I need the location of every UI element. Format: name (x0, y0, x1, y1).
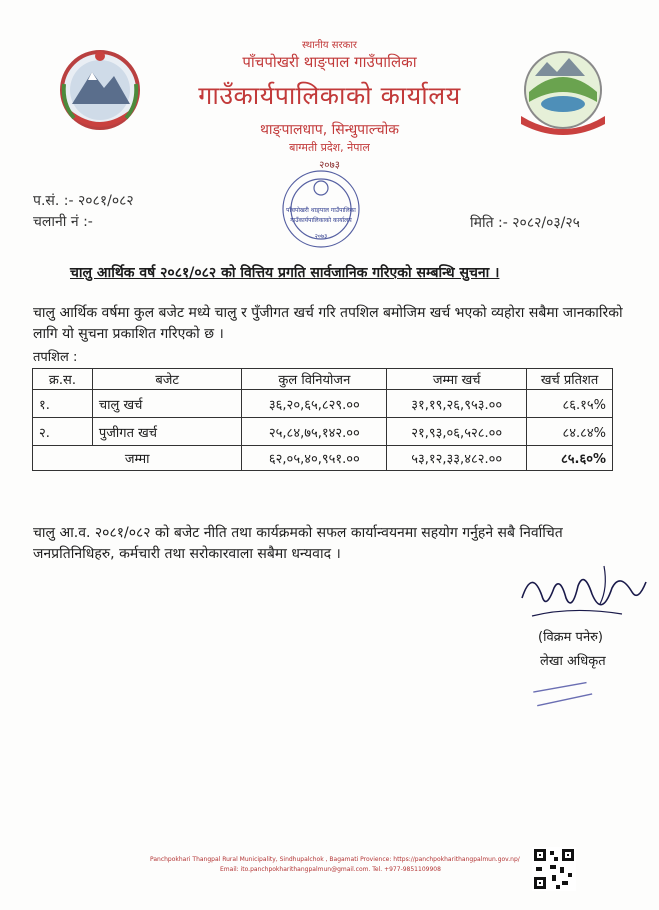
col-header-sn: क्र.स. (33, 369, 93, 390)
document-date: मिति :- २०८२/०३/२५ (470, 215, 580, 231)
thanks-paragraph: चालु आ.व. २०८१/०८२ को बजेट नीति तथा कार्यक्रमको सफल कार्यान्वयनमा सहयोग गर्नुहने सबै निर्वाचित जनप्रतिनिधिहरु, कर्मचारी तथा सरोकारवाला सबैमा धन्यवाद । (33, 525, 563, 562)
header-office-title: गाउँकार्यपालिकाको कार्यालय (198, 81, 461, 110)
table-row (33, 390, 613, 418)
details-label: तपशिल : (33, 350, 78, 365)
header-province: बाग्मती प्रदेश, नेपाल (289, 141, 370, 154)
table-total-row (33, 446, 613, 471)
qr-code (532, 847, 576, 891)
cell-total-allocation: ६२,०५,४०,९५१.०० (242, 446, 387, 471)
svg-text:गाउँकार्यपालिकाको कार्यालय: गाउँकार्यपालिकाको कार्यालय (290, 217, 352, 224)
cell-total-label: जम्मा (33, 446, 242, 471)
col-header-expense: जम्मा खर्च (387, 369, 527, 390)
col-header-percent: खर्च प्रतिशत (527, 369, 613, 390)
cell-expense: ३१,१९,२६,९५३.०० (387, 390, 527, 418)
cell-total-expense: ५३,१२,३३,४८२.०० (387, 446, 527, 471)
footer-address: Panchpokhari Thangpal Rural Municipality, Sindhupalchok , Bagamati Provience: https://panchpokharithangpalmun.gov.np/ (150, 856, 520, 863)
signer-title: लेखा अधिकृत (540, 654, 606, 669)
col-header-allocation: कुल विनियोजन (242, 369, 387, 390)
table-row (33, 418, 613, 446)
header-local-government: स्थानीय सरकार (302, 40, 357, 51)
notice-subject: चालु आर्थिक वर्ष २०८१/०८२ को वित्तिय प्रगति सार्वजानिक गरिएको सम्बन्धि सुचना । (70, 265, 500, 281)
header-municipality-name: पाँचपोखरी थाङ्पाल गाउँपालिका (242, 53, 417, 71)
header-address: थाङ्पालधाप, सिन्धुपाल्चोक (259, 122, 400, 138)
svg-text:२०७३: २०७३ (314, 233, 328, 240)
svg-text:पाँचपोखरी थाङ्पाल गाउँपालिका: पाँचपोखरी थाङ्पाल गाउँपालिका (286, 207, 356, 214)
cell-sn: १. (33, 390, 93, 418)
cell-allocation: ३६,२०,६५,८२९.०० (242, 390, 387, 418)
signature (512, 558, 652, 628)
dispatch-number: चलानी नं :- (33, 214, 93, 230)
cell-percent: ८६.१५% (527, 390, 613, 418)
office-seal (274, 166, 368, 252)
table-header-row (33, 369, 613, 390)
signer-name: (विक्रम पनेरु) (538, 630, 604, 645)
cell-budget: चालु खर्च (92, 390, 242, 418)
header-year: २०७३ (319, 160, 340, 171)
cell-total-percent: ८५.६०% (527, 446, 613, 471)
col-header-budget: बजेट (92, 369, 242, 390)
cell-expense: २१,९३,०६,५२८.०० (387, 418, 527, 446)
cell-percent: ८४.८४% (527, 418, 613, 446)
footer-contact: Email: ito.panchpokharithangpalmun@gmail.com. Tel. +977-9851109908 (220, 866, 441, 873)
name-stamp (528, 678, 598, 712)
notice-body: चालु आर्थिक वर्षमा कुल बजेट मध्ये चालु र पुँजीगत खर्च गरि तपशिल बमोजिम खर्च भएको व्यहोरा सबैमा जानकारिको लागि यो सुचना प्रकाशित गरिएको छ । (33, 305, 623, 342)
cell-sn: २. (33, 418, 93, 446)
cell-budget: पुजीगत खर्च (92, 418, 242, 446)
reference-number: प.सं. :- २०८१/०८२ (33, 193, 134, 209)
budget-table (32, 368, 613, 471)
cell-allocation: २५,८४,७५,१४२.०० (242, 418, 387, 446)
